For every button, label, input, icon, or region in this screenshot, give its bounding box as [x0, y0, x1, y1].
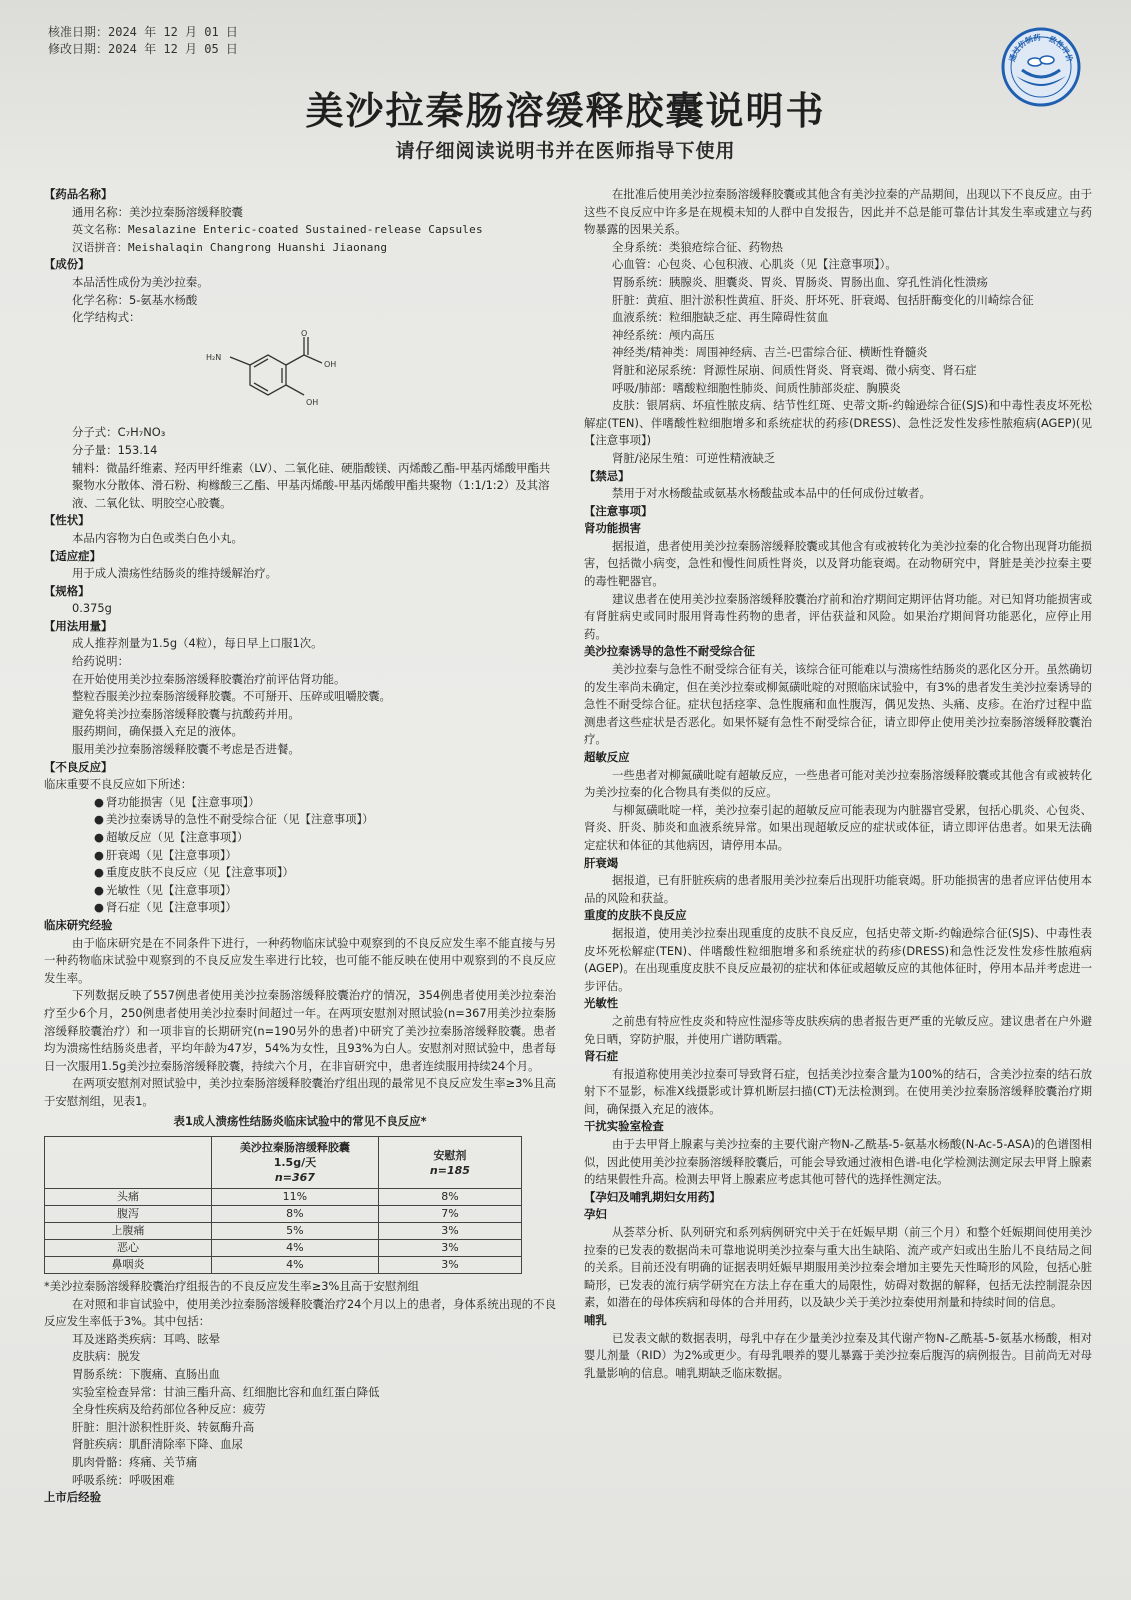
- nephrolithiasis-heading: 肾石症: [584, 1049, 619, 1064]
- table-cell: 3%: [378, 1223, 521, 1240]
- table-cell: 头痛: [45, 1189, 212, 1206]
- adverse-intro: 临床重要不良反应如下所述：: [44, 777, 193, 792]
- english-name: 英文名称：Mesalazine Enteric-coated Sustained-release Capsules: [72, 223, 483, 237]
- table-cell: 鼻咽炎: [45, 1257, 212, 1274]
- logo-text: 通过仿制药一致性评价: [1007, 32, 1075, 63]
- ait-heading: 美沙拉秦诱导的急性不耐受综合征: [584, 644, 755, 659]
- clinical-heading: 临床研究经验: [44, 917, 113, 932]
- active-ingredient: 本品活性成份为美沙拉秦。: [72, 274, 209, 289]
- system-line: 呼吸系统：呼吸困难: [72, 1472, 175, 1487]
- postmarket-item: 神经类/精神类：周围神经病、吉兰-巴雷综合征、横断性脊髓炎: [612, 345, 928, 360]
- struct-oh-label-acid: OH: [324, 359, 337, 369]
- postmarket-item: 心血管：心包炎、心包积液、心肌炎（见【注意事项】）。: [612, 257, 897, 272]
- revision-date: 修改日期：2024 年 12 月 05 日: [48, 42, 238, 56]
- lactation-paragraph: 已发表文献的数据表明，母乳中存在少量美沙拉秦及其代谢产物N-乙酰基-5-氨基水杨酸，相对婴儿剂量（RID）为2%或更少。有母乳喂养的婴儿暴露于美沙拉秦后腹泻的病例报告。目前尚无对母乳量影响的信息。哺乳期缺乏临床数据。: [584, 1330, 1092, 1380]
- adverse-bullet: ● 超敏反应（见【注意事项】）: [44, 829, 556, 847]
- table-cell: 11%: [211, 1189, 378, 1206]
- lab-interference-heading: 干扰实验室检查: [584, 1119, 664, 1134]
- adverse-bullet: ● 肾石症（见【注意事项】）: [44, 899, 556, 917]
- table-header-drug-n: n=367: [274, 1171, 315, 1185]
- photosensitivity-paragraph: 之前患有特应性皮炎和特应性湿疹等皮肤疾病的患者报告更严重的光敏反应。建议患者在户外避免日晒，穿防护服，并使用广谱防晒霜。: [584, 1013, 1092, 1046]
- header-dates: [48, 24, 238, 58]
- section-heading-contraindications: 【禁忌】: [584, 468, 630, 483]
- table-cell: 3%: [378, 1257, 521, 1274]
- system-line: 皮肤病：脱发: [72, 1349, 141, 1364]
- table-cell: 4%: [211, 1240, 378, 1257]
- table-header-placebo: [378, 1137, 521, 1189]
- postmarket-paragraph: 在批准后使用美沙拉秦肠溶缓释胶囊或其他含有美沙拉秦的产品期间，出现以下不良反应。由于这些不良反应中许多是在规模未知的人群中自发报告，因此并不总是能可靠估计其发生率或建立与药物暴露的因果关系。: [584, 187, 1092, 237]
- dosage-line: 给药说明：: [72, 654, 129, 669]
- adverse-bullet: ● 美沙拉秦诱导的急性不耐受综合征（见【注意事项】）: [44, 811, 556, 829]
- table-header-placebo-n: n=185: [429, 1163, 470, 1177]
- system-line: 全身性疾病及给药部位各种反应：疲劳: [72, 1402, 266, 1417]
- table-header-placebo-name: 安慰剂: [433, 1148, 467, 1162]
- system-line: 耳及迷路类疾病：耳鸣、眩晕: [72, 1331, 221, 1346]
- photosensitivity-heading: 光敏性: [584, 996, 619, 1011]
- section-heading-pregnancy: 【孕妇及哺乳期妇女用药】: [584, 1189, 721, 1204]
- adverse-bullet: ● 重度皮肤不良反应（见【注意事项】）: [44, 864, 556, 882]
- generic-name: 通用名称：美沙拉秦肠溶缓释胶囊: [72, 204, 243, 219]
- hypersensitivity-paragraph: 与柳氮磺吡啶一样，美沙拉秦引起的超敏反应可能表现为内脏器官受累，包括心肌炎、心包炎、肾炎、肝炎、肺炎和血液系统异常。如果出现超敏反应的症状或体征，请立即评估患者。如果无法确定症状和体征的其他病因，请停用本品。: [584, 802, 1092, 852]
- postmarket-item: 胃肠系统：胰腺炎、胆囊炎、胃炎、胃肠炎、胃肠出血、穿孔性消化性溃疡: [612, 274, 988, 289]
- table-cell: 腹泻: [45, 1206, 212, 1223]
- postmarket-item: 全身系统：类狼疮综合征、药物热: [612, 239, 783, 254]
- section-heading-indication: 【适应症】: [44, 548, 101, 563]
- struct-o-label: O: [301, 328, 308, 338]
- skin-heading: 重度的皮肤不良反应: [584, 908, 687, 923]
- long-term-paragraph: 在对照和非盲试验中，使用美沙拉秦肠溶缓释胶囊治疗24个月以上的患者，身体系统出现的不良反应发生率低于3%。其中包括：: [44, 1296, 556, 1329]
- table-header-drug-name: 美沙拉秦肠溶缓释胶囊: [239, 1141, 350, 1155]
- table-cell: 5%: [211, 1223, 378, 1240]
- approval-date: 核准日期：2024 年 12 月 01 日: [48, 25, 238, 39]
- excipients: 辅料：微晶纤维素、羟丙甲纤维素（LV）、二氧化硅、硬脂酸镁、丙烯酸乙酯-甲基丙烯酸甲酯共聚物水分散体、滑石粉、枸橼酸三乙酯、甲基丙烯酸-甲基丙烯酸甲酯共聚物（1:1/1:2）及其溶液、二氧化钛、明胶空心胶囊。: [72, 460, 551, 510]
- renal-paragraph: 建议患者在使用美沙拉秦肠溶缓释胶囊治疗前和治疗期间定期评估肾功能。对已知肾功能损害或有肾脏病史或同时服用肾毒性药物的患者，评估获益和风险。如果治疗期间肾功能恶化，应停止用药。: [584, 591, 1092, 641]
- dosage-line: 成人推荐剂量为1.5g（4粒），每日早上口服1次。: [72, 636, 323, 651]
- hypersensitivity-heading: 超敏反应: [584, 750, 630, 764]
- section-heading-drug-name: 【药品名称】: [44, 187, 113, 201]
- table-cell: 8%: [211, 1206, 378, 1223]
- pregnancy-heading: 孕妇: [584, 1207, 607, 1222]
- table-header-drug: [211, 1137, 378, 1189]
- system-line: 肾脏疾病：肌酐清除率下降、血尿: [72, 1437, 243, 1452]
- system-line: 胃肠系统：下腹痛、直肠出血: [72, 1367, 221, 1382]
- renal-paragraph: 据报道，患者使用美沙拉秦肠溶缓释胶囊或其他含有或被转化为美沙拉秦的化合物出现肾功能损害，包括微小病变，急性和慢性间质性肾炎，以及肾功能衰竭。在动物研究中，肾脏是美沙拉秦主要的毒性靶器官。: [584, 538, 1092, 589]
- section-heading-character: 【性状】: [44, 513, 90, 528]
- postmarket-item: 血液系统：粒细胞缺乏症、再生障碍性贫血: [612, 310, 829, 325]
- adverse-bullet: ● 光敏性（见【注意事项】）: [44, 882, 556, 900]
- table-footnote: *美沙拉秦肠溶缓释胶囊治疗组报告的不良反应发生率≥3%且高于安慰剂组: [44, 1279, 420, 1294]
- postmarket-item: 肾脏和泌尿系统：肾源性尿崩、间质性肾炎、肾衰竭、微小病变、肾石症: [612, 362, 977, 377]
- postmarket-item: 皮肤：银屑病、坏疽性脓皮病、结节性红斑、史蒂文斯-约翰逊综合征(SJS)和中毒性表皮坏死松解症(TEN)、伴嗜酸性粒细胞增多和系统症状的药疹(DRESS)、急性泛发性发疹性脓疱病(AGEP)(见【注意事项】): [584, 398, 1092, 448]
- lab-interference-paragraph: 由于去甲肾上腺素与美沙拉秦的主要代谢产物N-乙酰基-5-氨基水杨酸(N-Ac-5-ASA)的色谱图相似，因此使用美沙拉秦肠溶缓释胶囊后，可能会导致通过液相色谱-电化学检测法测定尿去甲肾上腺素的结果假性升高。检测去甲肾上腺素应考虑其他可替代的选择性测定法。: [584, 1137, 1092, 1187]
- section-heading-spec: 【规格】: [44, 583, 90, 598]
- table-caption: 表1成人溃疡性结肠炎临床试验中的常见不良反应*: [173, 1113, 427, 1128]
- table-cell: 上腹痛: [45, 1223, 212, 1240]
- hypersensitivity-paragraph: 一些患者对柳氮磺吡啶有超敏反应，一些患者可能对美沙拉秦肠溶缓释胶囊或其他含有或被转化为美沙拉秦的化合物具有类似的反应。: [584, 767, 1092, 800]
- table-row: [45, 1223, 522, 1240]
- section-heading-adverse: 【不良反应】: [44, 759, 113, 774]
- chemical-name: 化学名称：5-氨基水杨酸: [72, 292, 198, 307]
- dosage-line: 整粒吞服美沙拉秦肠溶缓释胶囊。不可掰开、压碎或咀嚼胶囊。: [72, 689, 391, 704]
- table-row: [45, 1189, 522, 1206]
- table-header-blank: [45, 1137, 212, 1189]
- indication-text: 用于成人溃疡性结肠炎的维持缓解治疗。: [72, 566, 278, 581]
- table-header-row: [45, 1137, 522, 1189]
- dosage-line: 服用美沙拉秦肠溶缓释胶囊不考虑是否进餐。: [72, 742, 300, 757]
- skin-paragraph: 据报道，使用美沙拉秦出现重度的皮肤不良反应，包括史蒂文斯-约翰逊综合征(SJS)、中毒性表皮坏死松解症(TEN)、伴嗜酸性粒细胞增多和系统症状的药疹(DRESS)和急性泛发性发疹性脓疱病(AGEP)。在出现重度皮肤不良反应最初的症状和体征或超敏反应的其他体征时，停用本品并考虑进一步评估。: [584, 925, 1092, 993]
- postmarket-item: 神经系统：颅内高压: [612, 327, 715, 342]
- clinical-paragraph: 由于临床研究是在不同条件下进行，一种药物临床试验中观察到的不良反应发生率不能直接与另一种药物临床试验中观察到的不良反应发生率进行比较，也可能不能反映在使用中观察到的不良反应发生率。: [44, 935, 556, 985]
- postmarket-item: 肝脏：黄疸、胆汁淤积性黄疸、肝炎、肝坏死、肝衰竭、包括肝酶变化的川崎综合征: [612, 292, 1034, 307]
- struct-nh2-label: H₂N: [206, 352, 222, 362]
- adverse-reaction-table: [44, 1136, 522, 1274]
- table-row: [45, 1206, 522, 1223]
- document-subtitle: 请仔细阅读说明书并在医师指导下使用: [395, 140, 736, 162]
- dosage-line: 在开始使用美沙拉秦肠溶缓释胶囊治疗前评估肾功能。: [72, 671, 346, 686]
- postmarket-item: 呼吸/肺部：嗜酸粒细胞性肺炎、间质性肺部炎症、胸膜炎: [612, 380, 901, 395]
- renal-heading: 肾功能损害: [584, 521, 641, 536]
- struct-oh-label-phenol: OH: [306, 397, 319, 407]
- postmarket-item: 肾脏/泌尿生殖：可逆性精液缺乏: [612, 450, 776, 465]
- pregnancy-paragraph: 从荟萃分析、队列研究和系列病例研究中关于在妊娠早期（前三个月）和整个妊娠期间使用美沙拉秦的已发表的数据尚未可靠地说明美沙拉秦与重大出生缺陷、流产或产妇或出生胎儿不良结局之间的关系。目前还没有明确的证据表明妊娠早期服用美沙拉秦会增加主要先天性畸形的风险，包括心脏畸形，已发表的流行病学研究在方法上存在重大的局限性，妨碍对数据的解释，包括无法控制混杂因素，如潜在的母体疾病和母体的合并用药，以及缺少关于美沙拉秦使用剂量和持续时间的信息。: [584, 1225, 1092, 1310]
- adverse-bullet: ● 肾功能损害（见【注意事项】）: [44, 794, 556, 812]
- molecular-weight: 分子量：153.14: [72, 442, 158, 457]
- table-row: [45, 1257, 522, 1274]
- section-heading-precautions: 【注意事项】: [584, 503, 653, 518]
- right-column: [584, 186, 1092, 1382]
- table-cell: 8%: [378, 1189, 521, 1206]
- system-line: 肝脏：胆汁淤积性肝炎、转氨酶升高: [72, 1419, 255, 1434]
- section-heading-dosage: 【用法用量】: [44, 618, 113, 633]
- table-cell: 4%: [211, 1257, 378, 1274]
- dosage-line: 避免将美沙拉秦肠溶缓释胶囊与抗酸药并用。: [72, 706, 300, 721]
- table-cell: 7%: [378, 1206, 521, 1223]
- nephrolithiasis-paragraph: 有报道称使用美沙拉秦可导致肾石症，包括美沙拉秦含量为100%的结石，含美沙拉秦的结石放射下不显影，标准X线摄影或计算机断层扫描(CT)无法检测到。在使用美沙拉秦肠溶缓释胶囊治疗期间，确保摄入充足的液体。: [584, 1066, 1092, 1116]
- table-row: [45, 1240, 522, 1257]
- system-line: 肌肉骨骼：疼痛、关节痛: [72, 1455, 198, 1470]
- system-line: 实验室检查异常：甘油三酯升高、红细胞比容和血红蛋白降低: [72, 1384, 380, 1399]
- contraindications-text: 禁用于对水杨酸盐或氨基水杨酸盐或本品中的任何成份过敏者。: [612, 486, 931, 501]
- section-heading-composition: 【成份】: [44, 257, 90, 272]
- dosage-line: 服药期间，确保摄入充足的液体。: [72, 724, 243, 739]
- pinyin-name: 汉语拼音：Meishalaqin Changrong Huanshi Jiaonang: [72, 240, 388, 254]
- table-cell: 3%: [378, 1240, 521, 1257]
- adverse-bullet: ● 肝衰竭（见【注意事项】）: [44, 847, 556, 865]
- liver-paragraph: 据报道，已有肝脏疾病的患者服用美沙拉秦后出现肝功能衰竭。肝功能损害的患者应评估使用本品的风险和获益。: [584, 873, 1092, 905]
- ait-paragraph: 美沙拉秦与急性不耐受综合征有关，该综合征可能难以与溃疡性结肠炎的恶化区分开。虽然确切的发生率尚未确定，但在美沙拉秦或柳氮磺吡啶的对照临床试验中，有3%的患者发生美沙拉秦诱导的急性不耐受综合征。症状包括痉挛、急性腹痛和血性腹泻，偶见发热、头痛、皮疹。在治疗过程中监测患者这些症状是否恶化。如果怀疑有急性不耐受综合征，请立即停止使用美沙拉秦肠溶缓释胶囊治疗。: [584, 662, 1092, 747]
- lactation-heading: 哺乳: [584, 1313, 607, 1327]
- table-cell: 恶心: [45, 1240, 212, 1257]
- postmarket-heading: 上市后经验: [44, 1490, 101, 1505]
- character-text: 本品内容物为白色或类白色小丸。: [72, 530, 243, 545]
- table-header-drug-dose: 1.5g/天: [273, 1156, 317, 1170]
- clinical-paragraph: 下列数据反映了557例患者使用美沙拉秦肠溶缓释胶囊治疗的情况，354例患者使用美沙拉秦治疗至少6个月，250例患者使用美沙拉秦时间超过一年。在两项安慰剂对照试验(n=367用美沙拉秦肠溶缓释胶囊治疗）和一项非盲的长期研究(n=190另外的患者)中研究了美沙拉秦肠溶缓释胶囊。患者均为溃疡性结肠炎患者，平均年龄为47岁，54%为女性，且93%为白人。安慰剂对照试验中，患者每日一次服用1.5g美沙拉秦肠溶缓释胶囊，持续六个月，在非盲研究中，患者连续服用持续24个月。: [44, 988, 556, 1073]
- molecular-formula: 分子式：C₇H₇NO₃: [72, 425, 166, 440]
- chemical-structure-icon: [164, 329, 384, 417]
- liver-heading: 肝衰竭: [584, 855, 619, 870]
- document-title: 美沙拉秦肠溶缓释胶囊说明书: [305, 88, 826, 133]
- left-column: [44, 186, 556, 1507]
- spec-text: 0.375g: [72, 601, 112, 616]
- structure-label: 化学结构式：: [72, 310, 141, 325]
- clinical-paragraph: 在两项安慰剂对照试验中，美沙拉秦肠溶缓释胶囊治疗组出现的最常见不良反应发生率≥3%且高于安慰剂组，见表1。: [44, 1076, 556, 1108]
